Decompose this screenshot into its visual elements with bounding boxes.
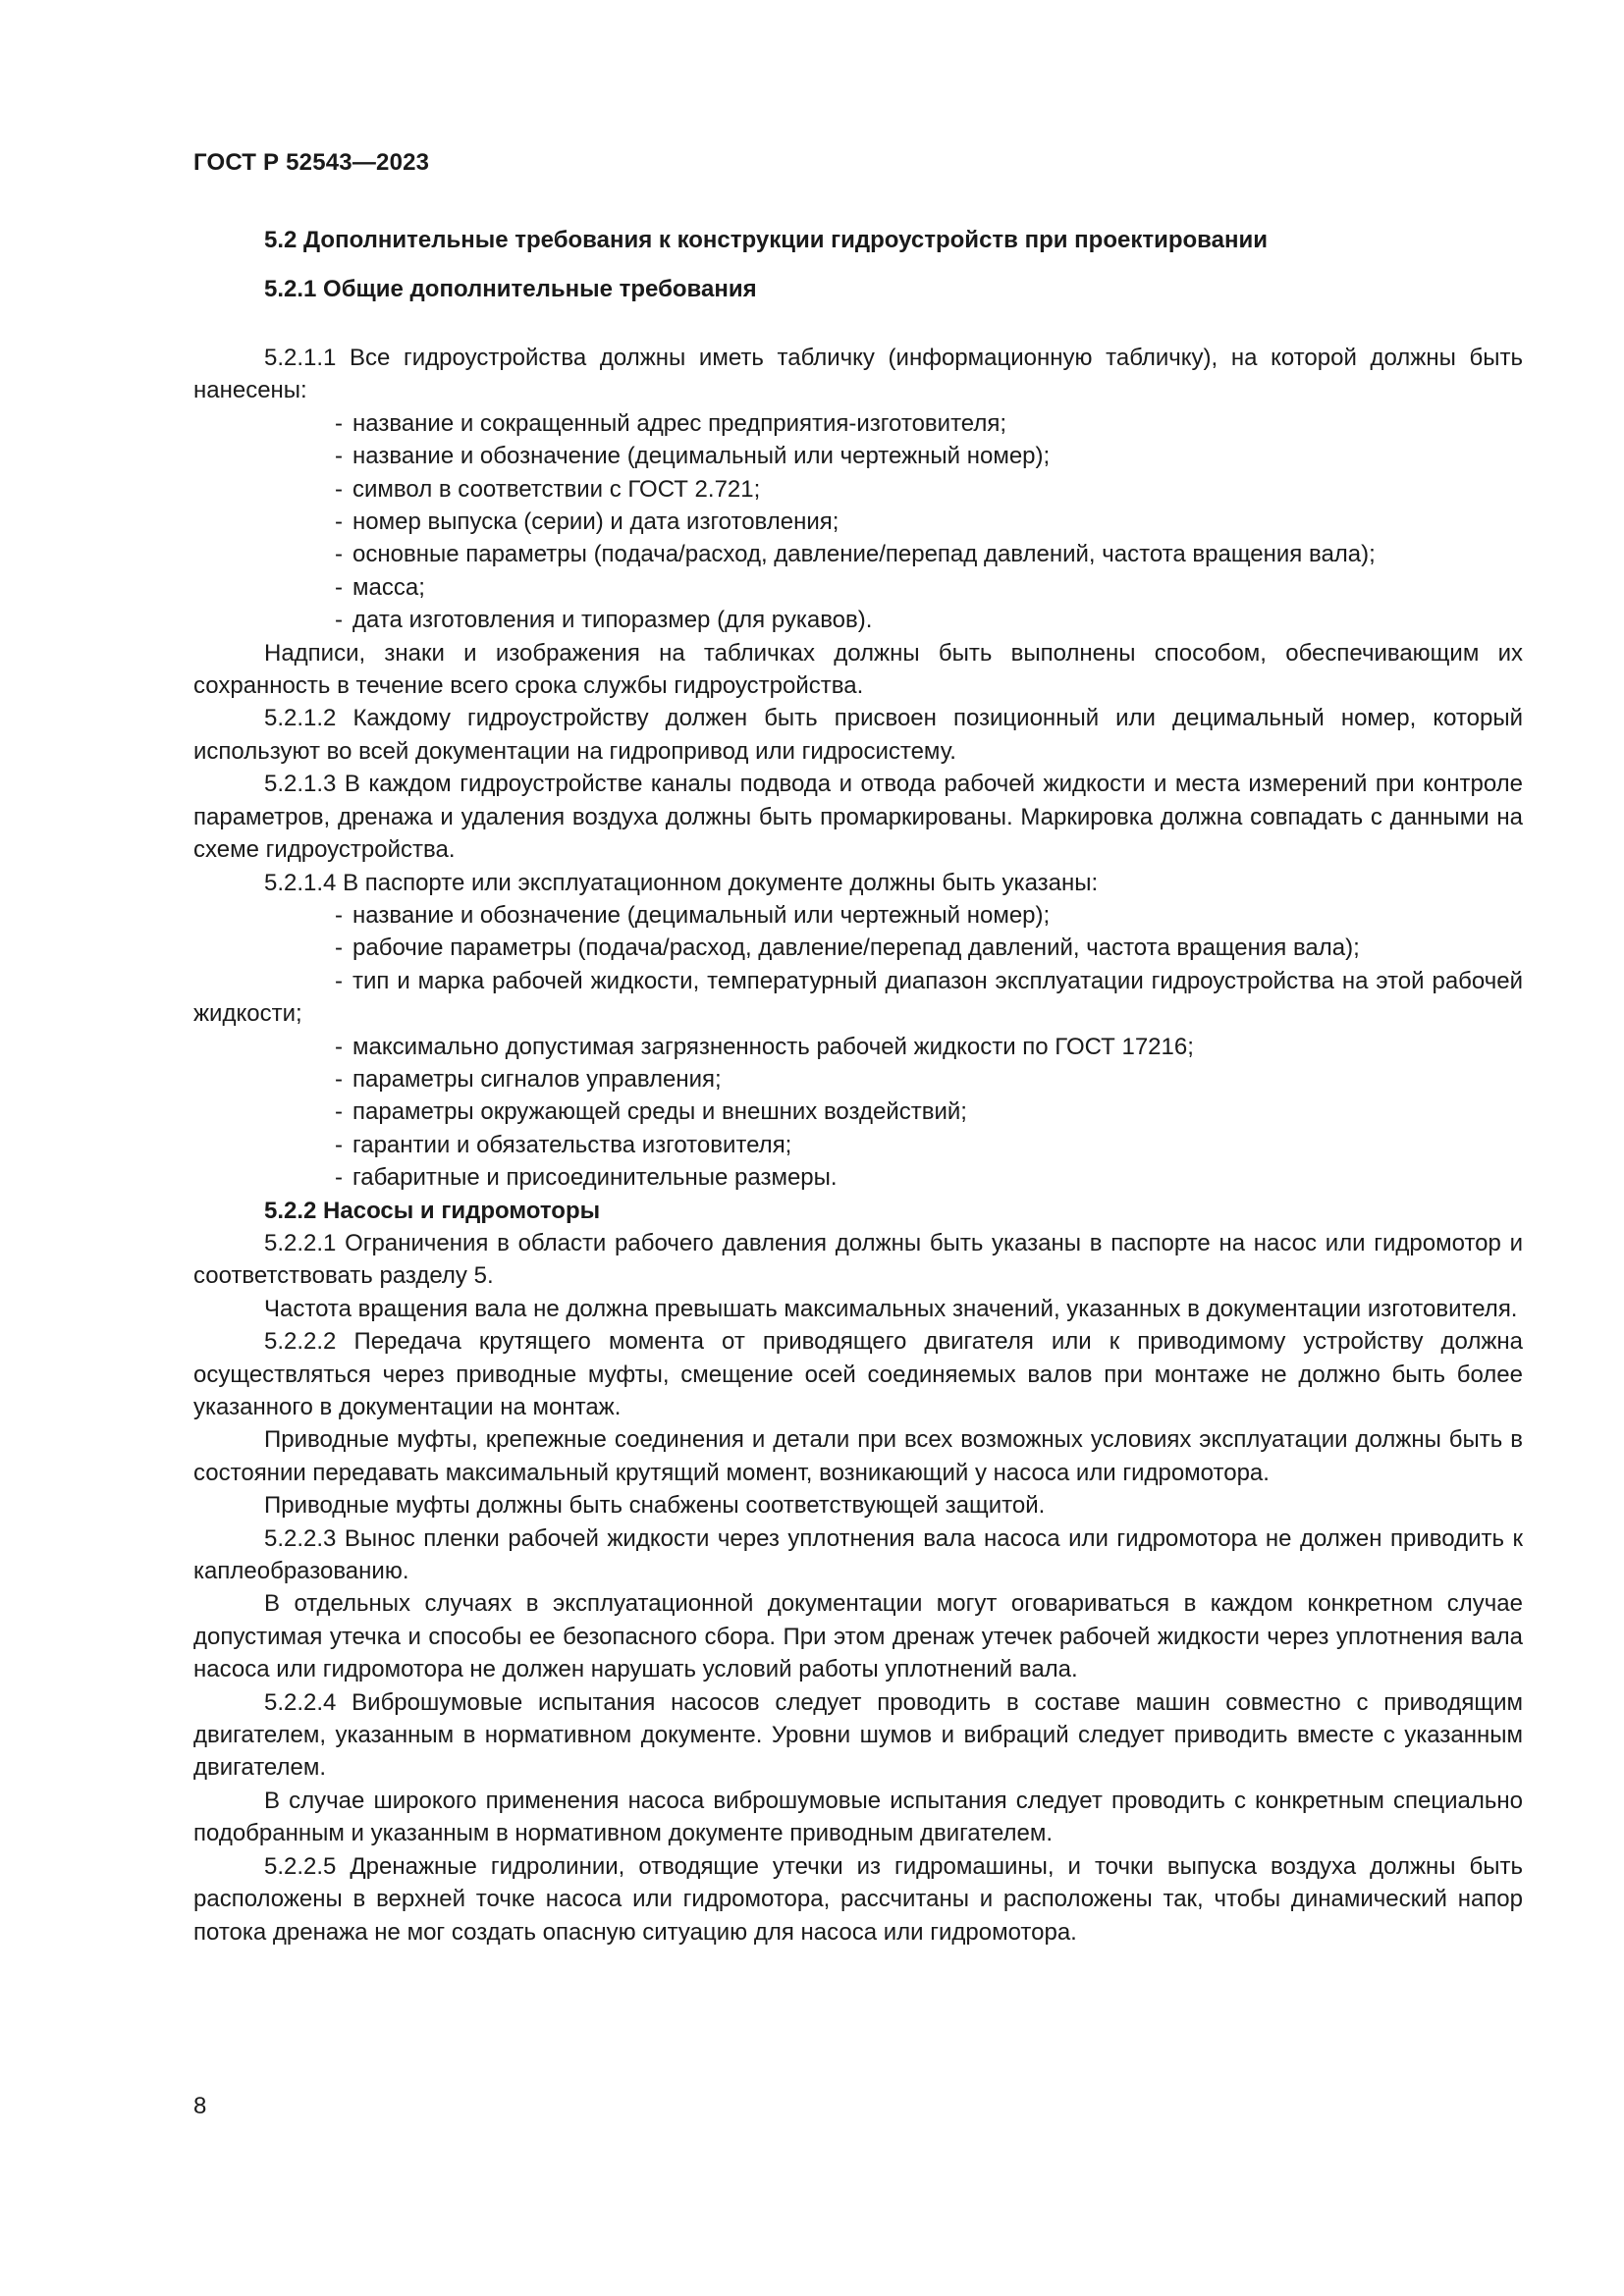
section-5-2-title: 5.2 Дополнительные требования к конструкции гидроустройств при проектировании <box>264 227 1268 253</box>
list-item: - основные параметры (подача/расход, давление/перепад давлений, частота вращения вала); <box>193 538 1523 570</box>
dash-marker: - <box>335 475 343 503</box>
paragraph-5-2-1-4: 5.2.1.4 В паспорте или эксплуатационном документе должны быть указаны: <box>264 869 1099 896</box>
section-5-2-1-title: 5.2.1 Общие дополнительные требования <box>264 276 757 302</box>
list-item: - дата изготовления и типоразмер (для рукавов). <box>193 604 1523 636</box>
dash-marker: - <box>335 901 343 929</box>
list-item: - габаритные и присоединительные размеры. <box>193 1161 1523 1194</box>
body-text <box>193 342 1523 1949</box>
paragraph-5-2-2-3: 5.2.2.3 Вынос пленки рабочей жидкости через уплотнения вала насоса или гидромотора не должен приводить к каплеобразованию. <box>193 1524 1523 1585</box>
dash-marker: - <box>335 1065 343 1093</box>
list-item: - максимально допустимая загрязненность рабочей жидкости по ГОСТ 17216; <box>193 1031 1523 1063</box>
list-item: - масса; <box>193 571 1523 604</box>
paragraph-5-2-2-4: 5.2.2.4 Виброшумовые испытания насосов следует проводить в составе машин совместно с приводящим двигателем, указанным в нормативном документе. Уровни шумов и вибраций следует приводить вместе с указанным двигателем. <box>193 1688 1523 1782</box>
list-item: - тип и марка рабочей жидкости, температурный диапазон эксплуатации гидроустройства на этой рабочей жидкости; <box>193 965 1523 1031</box>
list-item: - рабочие параметры (подача/расход, давление/перепад давлений, частота вращения вала); <box>193 932 1523 964</box>
list-item: - название и обозначение (децимальный или чертежный номер); <box>193 899 1523 932</box>
paragraph-5-2-2-1-b: Частота вращения вала не должна превышать максимальных значений, указанных в документации изготовителя. <box>264 1295 1518 1322</box>
dash-marker: - <box>335 409 343 437</box>
paragraph-5-2-1-3: 5.2.1.3 В каждом гидроустройстве каналы подвода и отвода рабочей жидкости и места измерений при контроле параметров, дренажа и удаления воздуха должны быть промаркированы. Маркировка должна совпадать с данными на схеме гидроустройства. <box>193 771 1523 864</box>
section-5-2-2-title: 5.2.2 Насосы и гидромоторы <box>264 1197 601 1224</box>
dash-marker: - <box>335 1098 343 1126</box>
dash-marker: - <box>335 573 343 601</box>
paragraph-5-2-2-2-c: Приводные муфты должны быть снабжены соответствующей защитой. <box>264 1492 1046 1520</box>
paragraph-5-2-2-2-b: Приводные муфты, крепежные соединения и детали при всех возможных условиях эксплуатации должны быть в состоянии передавать максимальный крутящий момент, возникающий у насоса или гидромотора. <box>193 1426 1523 1486</box>
paragraph-inscriptions: Надписи, знаки и изображения на табличках должны быть выполнены способом, обеспечивающим их сохранность в течение всего срока службы гидроустройства. <box>193 639 1523 700</box>
paragraph-5-2-1-1: 5.2.1.1 Все гидроустройства должны иметь табличку (информационную табличку), на которой должны быть нанесены: <box>193 345 1523 404</box>
paragraph-5-2-2-2: 5.2.2.2 Передача крутящего момента от приводящего двигателя или к приводимому устройству должна осуществляться через приводные муфты, смещение осей соединяемых валов при монтаже не должно быть более указанного в документации на монтаж. <box>193 1328 1523 1420</box>
paragraph-5-2-1-2: 5.2.1.2 Каждому гидроустройству должен быть присвоен позиционный или децимальный номер, который используют во всей документации на гидропривод или гидросистему. <box>193 705 1523 765</box>
list-item: - номер выпуска (серии) и дата изготовления; <box>193 506 1523 538</box>
dash-marker: - <box>335 934 343 962</box>
dash-marker: - <box>335 443 343 470</box>
dash-marker: - <box>335 1131 343 1158</box>
dash-marker: - <box>335 967 343 994</box>
list-item: - параметры окружающей среды и внешних воздействий; <box>193 1095 1523 1128</box>
paragraph-5-2-2-3-b: В отдельных случаях в эксплуатационной документации могут оговариваться в каждом конкретном случае допустимая утечка и способы ее безопасного сбора. При этом дренаж утечек рабочей жидкости через уплотнения вала насоса или гидромотора не должен нарушать условий работы уплотнений вала. <box>193 1590 1523 1683</box>
paragraph-5-2-2-1: 5.2.2.1 Ограничения в области рабочего давления должны быть указаны в паспорте на насос или гидромотор и соответствовать разделу 5. <box>193 1229 1523 1290</box>
dash-marker: - <box>335 508 343 536</box>
list-item: - гарантии и обязательства изготовителя; <box>193 1129 1523 1161</box>
page-number: 8 <box>193 2093 207 2119</box>
list-item: - параметры сигналов управления; <box>193 1063 1523 1095</box>
document-header: ГОСТ Р 52543—2023 <box>193 149 430 176</box>
dash-marker: - <box>335 607 343 634</box>
list-item: - название и обозначение (децимальный или чертежный номер); <box>193 440 1523 472</box>
dash-marker: - <box>335 1164 343 1192</box>
paragraph-5-2-2-4-b: В случае широкого применения насоса виброшумовые испытания следует проводить с конкретным специально подобранным и указанным в нормативном документе приводным двигателем. <box>193 1787 1523 1847</box>
list-item: - символ в соответствии с ГОСТ 2.721; <box>193 473 1523 506</box>
list-item: - название и сокращенный адрес предприятия-изготовителя; <box>193 407 1523 440</box>
dash-marker: - <box>335 541 343 568</box>
dash-marker: - <box>335 1033 343 1060</box>
paragraph-5-2-2-5: 5.2.2.5 Дренажные гидролинии, отводящие утечки из гидромашины, и точки выпуска воздуха должны быть расположены в верхней точке насоса или гидромотора, рассчитаны и расположены так, чтобы динамический напор потока дренажа не мог создать опасную ситуацию для насоса или гидромотора. <box>193 1852 1523 1946</box>
